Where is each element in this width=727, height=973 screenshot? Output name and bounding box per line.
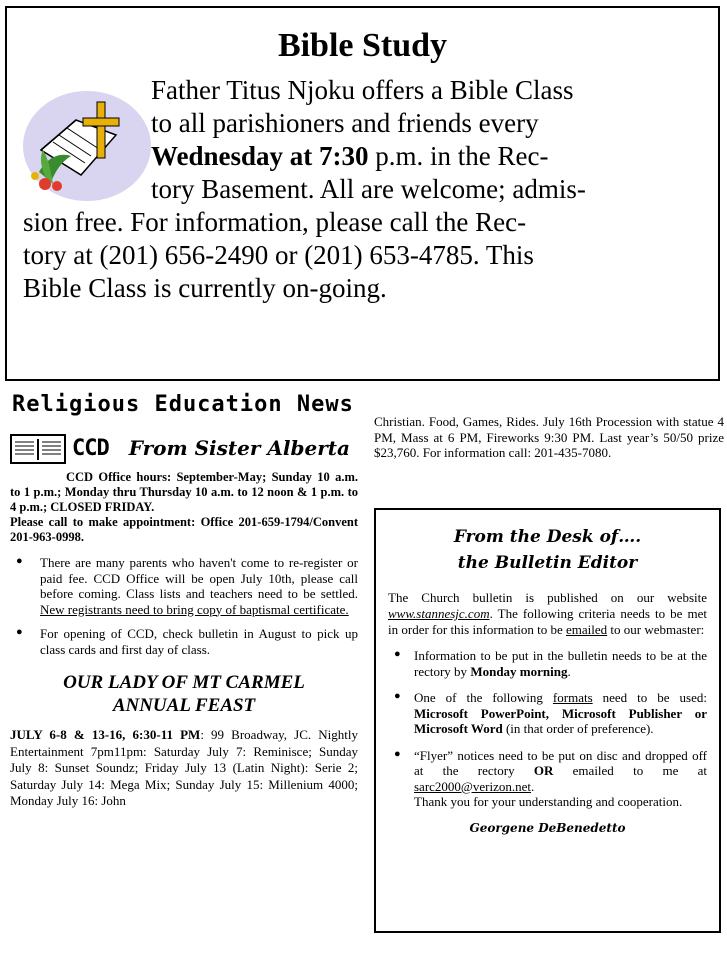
bullet-text-mid: need to be used:	[592, 690, 707, 705]
bullet-text-bold: Microsoft PowerPoint, Microsoft Publisher or Microsoft Word	[414, 705, 707, 736]
list-item	[388, 690, 707, 737]
list-item	[388, 748, 707, 810]
editor-intro-part-1: The Church bulletin is published on our website	[388, 590, 707, 605]
bulletin-editor-panel	[374, 508, 721, 933]
bible-line-3-bold: Wednesday at 7:30	[151, 141, 369, 171]
feast-details	[10, 727, 358, 810]
sister-alberta-heading: From Sister Alberta	[128, 436, 350, 461]
feast-title	[10, 671, 358, 717]
bullet-text-post: (in that order of preference).	[502, 721, 654, 736]
page-title: Bible Study	[277, 27, 448, 64]
editor-title-line-1: From the Desk of….	[453, 527, 642, 547]
editor-email-link[interactable]: sarc2000@verizon.net	[414, 778, 532, 794]
bible-line-3-rest: p.m. in the Rec-	[368, 141, 549, 171]
list-item	[10, 626, 358, 657]
bible-line-1: Father Titus Njoku offers a Bible Class	[151, 75, 574, 105]
bullet-text-mid: emailed to me at	[553, 763, 707, 778]
bullet-text: For opening of CCD, check bulletin in August to pick up class cards and first day of class.	[40, 626, 358, 657]
editor-bullet-list	[388, 648, 707, 810]
bullet-text-post: .	[567, 663, 571, 679]
bible-line-6: tory at (201) 656-2490 or (201) 653-4785. This	[23, 240, 534, 270]
ccd-bullet-list	[10, 555, 358, 657]
editor-intro	[388, 590, 707, 638]
bullet-text-pre: One of the following	[414, 690, 553, 705]
feast-title-line-2: ANNUAL FEAST	[112, 695, 256, 716]
bullet-text-post: .	[531, 778, 535, 794]
bible-line-3	[151, 140, 702, 173]
bullet-underlined-text: New registrants need to bring copy of baptismal certificate.	[40, 601, 349, 617]
bible-cross-clipart	[21, 80, 153, 208]
feast-continued-text: Christian. Food, Games, Rides. July 16th Procession with statue 4 PM, Mass at 6 PM, Fireworks 9:30 PM. Last year’s 50/50 prize $23,760. For information call: 201-435-7080.	[374, 414, 724, 460]
ccd-appointment-text: Please call to make appointment: Office 201-659-1794/Convent 201-963-0998.	[10, 515, 358, 544]
feast-body-text: : 99 Broadway, JC. Nightly Entertainment 7pm11pm: Saturday July 7: Reminisce; Sunday July 8: Sunset Soundz; Friday July 13 (Latin Night): Serie 2; Saturday July 14: Mega Mix; Sunday July 15: Millenium 4000; Monday July 16: John	[10, 727, 358, 808]
list-item	[388, 648, 707, 679]
ccd-header-row	[10, 432, 358, 466]
bible-study-panel	[5, 6, 720, 381]
feast-dates: JULY 6-8 & 13-16, 6:30-11 PM	[10, 727, 201, 742]
list-item	[10, 555, 358, 617]
bible-line-4: tory Basement. All are welcome; admis-	[151, 174, 586, 204]
bible-line-5: sion free. For information, please call the Rec-	[23, 207, 527, 237]
bullet-text-bold: Monday morning	[470, 663, 568, 679]
editor-intro-part-3: to our webmaster:	[607, 622, 705, 637]
religious-education-heading: Religious Education News	[12, 392, 354, 417]
bible-line-7: Bible Class is currently on-going.	[23, 273, 387, 303]
editor-title	[388, 524, 707, 576]
bible-line-2: to all parishioners and friends every	[151, 108, 539, 138]
bullet-text-bold: OR	[533, 763, 554, 778]
bullet-text: There are many parents who haven't come to re-register or paid fee. CCD Office will be open July 10th, please call before coming. Class lists and teachers need to be settled.	[40, 555, 358, 601]
left-column	[10, 432, 358, 810]
website-link[interactable]: www.stannesjc.com	[388, 606, 490, 621]
editor-signature: Georgene DeBenedetto	[469, 820, 626, 835]
editor-intro-emailed: emailed	[566, 622, 608, 637]
editor-intro-part-2: . The following criteria needs to be met in order for this information to be	[388, 606, 707, 637]
ccd-office-hours-text: CCD Office hours: September-May; Sunday 10 a.m. to 1 p.m.; Monday thru Thursday 10 a.m. to 12 noon & 1 p.m. to 4 p.m.; CLOSED FRIDAY.	[10, 470, 358, 514]
ccd-office-hours	[10, 470, 358, 545]
editor-closing-text: Thank you for your understanding and cooperation.	[414, 794, 683, 809]
editor-title-line-2: the Bulletin Editor	[457, 553, 638, 573]
ccd-label: CCD	[72, 436, 109, 461]
bullet-text-pre: “Flyer” notices need to be put on disc and dropped off at the rectory	[414, 747, 707, 778]
bullet-text-underline: formats	[552, 690, 593, 705]
bullet-text-pre: Information to be put in the bulletin needs to be at the rectory by	[414, 648, 707, 679]
feast-title-line-1: OUR LADY OF MT CARMEL	[63, 672, 305, 693]
open-book-icon	[10, 434, 66, 464]
